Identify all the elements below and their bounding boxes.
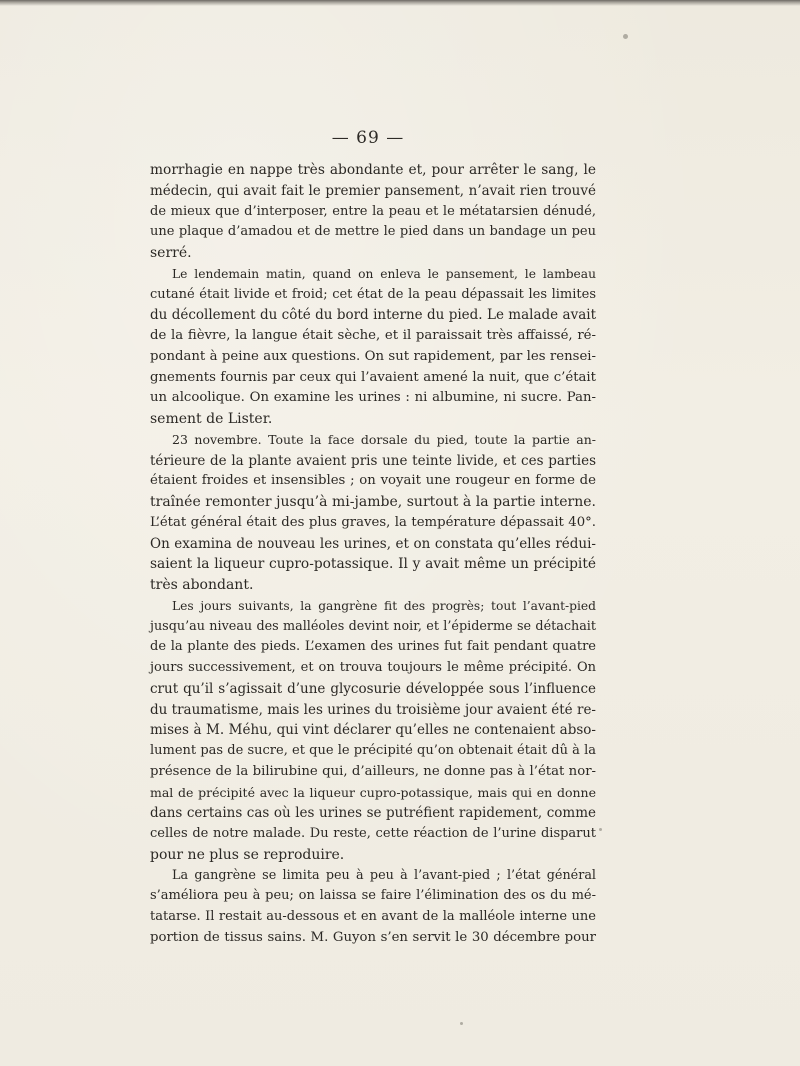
text-line: très abondant. xyxy=(150,577,254,593)
text-line: Le lendemain matin, quand on enleva le pansement, le lambeau xyxy=(172,266,596,281)
text-line: pondant à peine aux questions. On sut rapidement, par les rensei- xyxy=(150,348,596,364)
text-line: serré. xyxy=(150,245,192,261)
text-line: de mieux que d’interposer, entre la peau et le métatarsien dénudé, xyxy=(150,203,596,219)
text-line: celles de notre malade. Du reste, cette réaction de l’urine disparut xyxy=(150,826,596,841)
text-line: mal de précipité avec la liqueur cupro-potassique, mais qui en donne xyxy=(150,784,596,800)
page-number: — 69 — xyxy=(331,128,405,148)
body-text xyxy=(150,160,596,949)
text-line: jours successivement, et on trouva toujours le même précipité. On xyxy=(150,660,596,675)
text-line: gnements fournis par ceux qui l’avaient amené la nuit, que c’était xyxy=(150,369,596,385)
paper-speck xyxy=(623,34,628,39)
text-line: Les jours suivants, la gangrène fit des progrès; tout l’avant-pied xyxy=(172,598,596,613)
text-line: tatarse. Il restait au-dessous et en avant de la malléole interne une xyxy=(150,909,596,924)
text-line: s’améliora peu à peu; on laissa se faire l’élimination des os du mé- xyxy=(150,888,596,904)
text-line: pour ne plus se reproduire. xyxy=(150,846,345,863)
text-line: cutané était livide et froid; cet état de la peau dépassait les limites xyxy=(150,286,596,302)
text-line: étaient froides et insensibles ; on voyait une rougeur en forme de xyxy=(150,473,596,489)
text-line: de la fièvre, la langue était sèche, et il paraissait très affaissé, ré- xyxy=(150,328,596,343)
text-line: présence de la bilirubine qui, d’ailleurs, ne donne pas à l’état nor- xyxy=(150,763,596,779)
text-line: mises à M. Méhu, qui vint déclarer qu’elles ne contenaient abso- xyxy=(150,722,596,739)
text-line: une plaque d’amadou et de mettre le pied dans un bandage un peu xyxy=(150,224,596,240)
text-line: du décollement du côté du bord interne du pied. Le malade avait xyxy=(150,307,596,324)
text-line: du traumatisme, mais les urines du troisième jour avaient été re- xyxy=(150,701,596,718)
text-line: saient la liqueur cupro-potassique. Il y avait même un précipité xyxy=(150,556,596,573)
text-line: jusqu’au niveau des malléoles devint noir, et l’épiderme se détachait xyxy=(150,618,596,634)
text-line: portion de tissus sains. M. Guyon s’en servit le 30 décembre pour xyxy=(150,929,596,945)
text-line: de la plante des pieds. L’examen des urines fut fait pendant quatre xyxy=(150,639,596,655)
paper-speck xyxy=(460,1022,463,1025)
page-top-edge xyxy=(0,0,800,6)
text-line: lument pas de sucre, et que le précipité qu’on obtenait était dû à la xyxy=(150,743,596,758)
text-line: dans certains cas où les urines se putréfient rapidement, comme xyxy=(150,805,596,822)
text-line: 23 novembre. Toute la face dorsale du pied, toute la partie an- xyxy=(172,431,596,447)
text-line: médecin, qui avait fait le premier pansement, n’avait rien trouvé xyxy=(150,182,596,199)
paper-speck xyxy=(599,828,602,831)
text-line: térieure de la plante avaient pris une teinte livide, et ces parties xyxy=(150,452,596,469)
text-line: On examina de nouveau les urines, et on constata qu’elles rédui- xyxy=(150,535,596,552)
text-line: L’état général était des plus graves, la température dépassait 40°. xyxy=(150,514,596,530)
text-line: La gangrène se limita peu à peu à l’avant-pied ; l’état général xyxy=(172,867,596,883)
text-line: traînée remonter jusqu’à mi-jambe, surtout à la partie interne. xyxy=(150,494,596,510)
text-line: morrhagie en nappe très abondante et, pour arrêter le sang, le xyxy=(150,162,596,178)
text-line: un alcoolique. On examine les urines : ni albumine, ni sucre. Pan- xyxy=(150,390,596,406)
text-line: crut qu’il s’agissait d’une glycosurie développée sous l’influence xyxy=(150,680,596,697)
text-line: sement de Lister. xyxy=(150,411,273,427)
